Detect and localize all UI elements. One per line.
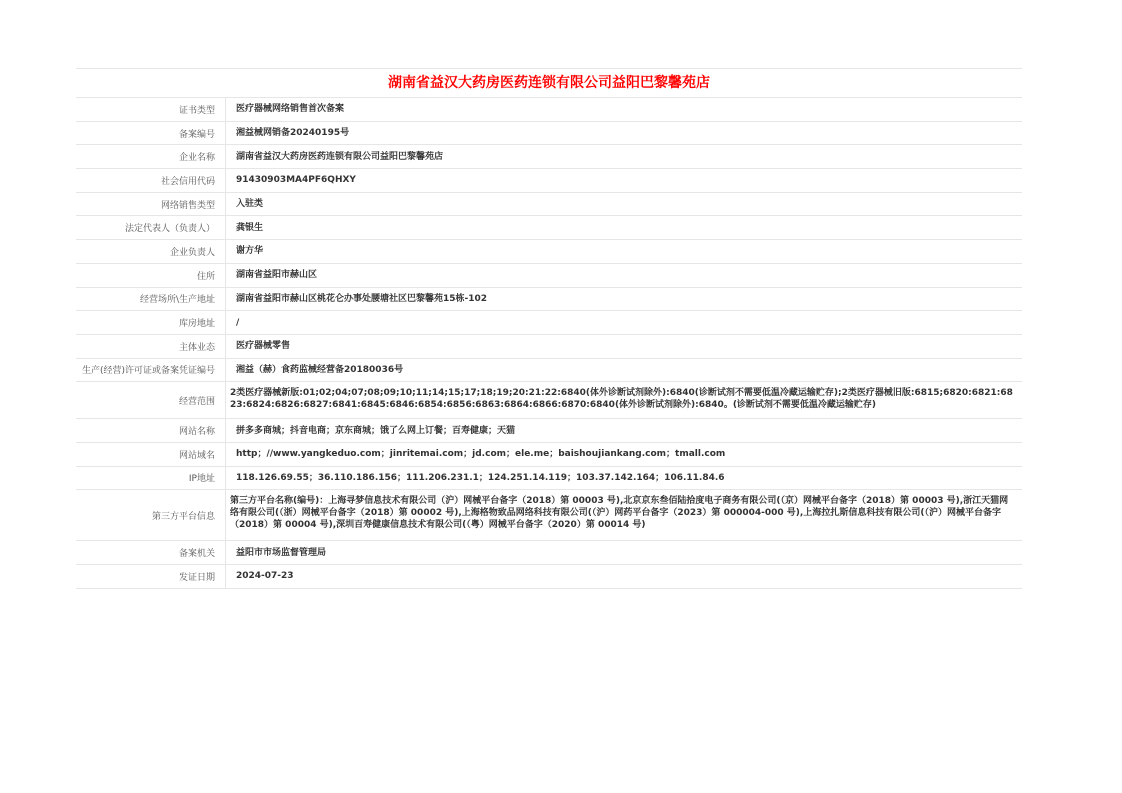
row-label: 第三方平台信息 (76, 490, 226, 540)
row-label: 备案编号 (76, 122, 226, 145)
certificate-table (76, 68, 1022, 589)
table-row (76, 216, 1022, 240)
table-row (76, 311, 1022, 335)
row-label: 法定代表人（负责人） (76, 216, 226, 239)
page-title: 湖南省益汉大药房医药连锁有限公司益阳巴黎馨苑店 (76, 69, 1022, 98)
row-label: IP地址 (76, 467, 226, 490)
row-value: 益阳市市场监督管理局 (236, 547, 327, 558)
row-value: 湘益械网销备20240195号 (236, 128, 350, 139)
row-label: 企业名称 (76, 145, 226, 168)
row-value: / (236, 317, 240, 328)
row-value: 湖南省益汉大药房医药连锁有限公司益阳巴黎馨苑店 (236, 151, 444, 162)
row-label: 网站名称 (76, 419, 226, 442)
row-label: 社会信用代码 (76, 169, 226, 192)
row-label: 库房地址 (76, 311, 226, 334)
table-row (76, 382, 1022, 419)
table-row (76, 565, 1022, 589)
row-value: 湘益（赫）食药监械经营备20180036号 (236, 364, 404, 375)
row-label: 备案机关 (76, 541, 226, 564)
table-row (76, 169, 1022, 193)
table-row (76, 467, 1022, 491)
table-row (76, 419, 1022, 443)
table-row (76, 122, 1022, 146)
row-value: 拼多多商城；抖音电商；京东商城；饿了么网上订餐；百寿健康；天猫 (236, 425, 516, 436)
row-value: 龚银生 (236, 222, 264, 233)
table-row (76, 359, 1022, 383)
row-label: 经营场所\生产地址 (76, 288, 226, 311)
row-label: 网站域名 (76, 443, 226, 466)
row-value: 118.126.69.55；36.110.186.156；111.206.231.1；124.251.14.119；103.37.142.164；106.11.84.6 (236, 472, 725, 483)
table-row (76, 98, 1022, 122)
table-row (76, 288, 1022, 312)
table-row (76, 490, 1022, 541)
row-label: 经营范围 (76, 382, 226, 418)
row-value: http；//www.yangkeduo.com；jinritemai.com；jd.com；ele.me；baishoujiankang.com；tmall.com (236, 449, 726, 460)
row-value: 2类医疗器械新版:01;02;04;07;08;09;10;11;14;15;17;18;19;20:21:22:6840(体外诊断试剂除外):6840(诊断试剂不需要低温冷藏运输贮存);2类医疗器械旧版:6815;6820:6821:6823:6824:6826:6827:6841:6845:6846:6854:6856:6863:6864:6866:6870:6840(体外诊断试剂除外):6840。(诊断试剂不需要低温冷藏运输贮存) (230, 388, 1013, 411)
table-row (76, 541, 1022, 565)
row-value: 91430903MA4PF6QHXY (236, 175, 356, 186)
row-value: 第三方平台名称(编号)：上海寻梦信息技术有限公司（沪）网械平台备字（2018）第 00003 号),北京京东叁佰陆拾度电子商务有限公司(（京）网械平台备字（2018）第 00003 号),浙江天猫网络有限公司(（浙）网械平台备字（2018）第 00002 号),上海格物致品网络科技有限公司(（沪）网药平台备字（2023）第 000004-000 号),上海拉扎斯信息科技有限公司(（沪）网械平台备字（2018）第 00004 号),深圳百寿健康信息技术有限公司(（粤）网械平台备字（2020）第 00014 号) (230, 496, 1009, 531)
row-label: 网络销售类型 (76, 193, 226, 216)
row-label: 企业负责人 (76, 240, 226, 263)
row-value: 湖南省益阳市赫山区 (236, 270, 318, 281)
table-row (76, 335, 1022, 359)
row-label: 证书类型 (76, 98, 226, 121)
row-value: 医疗器械零售 (236, 341, 291, 352)
row-value: 入驻类 (236, 199, 264, 210)
row-label: 发证日期 (76, 565, 226, 588)
table-row (76, 240, 1022, 264)
row-label: 住所 (76, 264, 226, 287)
row-value: 湖南省益阳市赫山区桃花仑办事处腰塘社区巴黎馨苑15栋-102 (236, 293, 488, 304)
table-row (76, 443, 1022, 467)
row-label: 生产(经营)许可证或备案凭证编号 (76, 359, 226, 382)
row-value: 2024-07-23 (236, 571, 294, 582)
row-label: 主体业态 (76, 335, 226, 358)
row-value: 医疗器械网络销售首次备案 (236, 104, 345, 115)
row-value: 谢方华 (236, 246, 264, 257)
table-row (76, 264, 1022, 288)
table-row (76, 193, 1022, 217)
table-row (76, 145, 1022, 169)
